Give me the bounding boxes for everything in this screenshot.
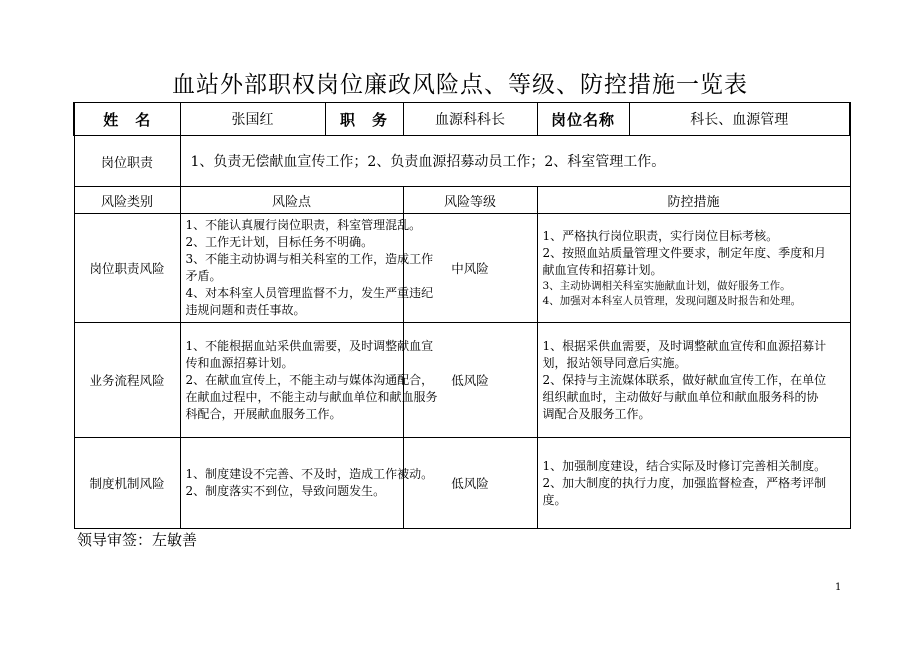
measure-line: 划，报站领导同意后实施。 xyxy=(542,355,687,370)
col-category: 风险类别 xyxy=(74,187,180,214)
risk-measures xyxy=(537,214,850,323)
risk-points xyxy=(180,438,434,529)
measure-line: 组织献血时，主动做好与献血单位和献血服务科的协 xyxy=(542,389,819,404)
risk-point-line: 传和血源招募计划。 xyxy=(185,355,294,370)
risk-measures xyxy=(537,438,850,529)
col-measures: 防控措施 xyxy=(537,187,850,214)
risk-category: 岗位职责风险 xyxy=(74,214,180,323)
table-row xyxy=(74,438,850,529)
measure-line: 2、按照血站质量管理文件要求，制定年度、季度和月 xyxy=(542,245,827,260)
measure-line: 2、保持与主流媒体联系，做好献血宣传工作，在单位 xyxy=(542,372,827,387)
table-row xyxy=(74,214,850,323)
risk-measures xyxy=(537,323,850,438)
page-title: 血站外部职权岗位廉政风险点、等级、防控措施一览表 xyxy=(172,72,748,98)
measure-line: 1、严格执行岗位职责，实行岗位目标考核。 xyxy=(542,228,779,243)
duties-text: 1、负责无偿献血宣传工作；2、负责血源招募动员工作；2、科室管理工作。 xyxy=(180,136,850,187)
measure-line: 4、加强对本科室人员管理，发现问题及时报告和处理。 xyxy=(542,294,802,307)
col-points: 风险点 xyxy=(180,187,403,214)
risk-category: 制度机制风险 xyxy=(74,438,180,529)
measure-line: 3、主动协调相关科室实施献血计划，做好服务工作。 xyxy=(542,279,791,292)
risk-point-line: 2、制度落实不到位，导致问题发生。 xyxy=(185,484,386,498)
table-row xyxy=(74,323,850,438)
risk-level: 低风险 xyxy=(403,438,537,529)
risk-points xyxy=(180,323,438,438)
risk-point-line: 在献血过程中，不能主动与献血单位和献血服务 xyxy=(185,389,438,404)
header-row xyxy=(74,103,850,136)
risk-points xyxy=(180,214,434,323)
col-level: 风险等级 xyxy=(403,187,537,214)
post-value: 科长、血源管理 xyxy=(629,103,850,136)
risk-level: 低风险 xyxy=(403,323,537,438)
risk-point-line: 矛盾。 xyxy=(185,269,222,283)
name-label: 姓 名 xyxy=(74,103,180,136)
measure-line: 1、根据采供血需要，及时调整献血宣传和血源招募计 xyxy=(542,338,827,353)
leader-signoff: 领导审签：左敏善 xyxy=(77,531,198,549)
measure-line: 调配合及服务工作。 xyxy=(542,406,651,421)
measure-line: 1、加强制度建设，结合实际及时修订完善相关制度。 xyxy=(542,458,827,473)
measure-line: 献血宣传和招募计划。 xyxy=(542,262,663,277)
risk-point-line: 1、不能认真履行岗位职责，科室管理混乱。 xyxy=(185,218,422,232)
risk-point-line: 1、制度建设不完善、不及时，造成工作被动。 xyxy=(185,467,434,481)
duties-label: 岗位职责 xyxy=(74,136,180,187)
page-number: 1 xyxy=(835,582,842,593)
risk-point-line: 3、不能主动协调与相关科室的工作，造成工作 xyxy=(185,252,434,266)
risk-point-line: 2、工作无计划，目标任务不明确。 xyxy=(185,235,374,249)
position-label: 职 务 xyxy=(325,103,403,136)
risk-level: 中风险 xyxy=(403,214,537,323)
risk-point-line: 1、不能根据血站采供血需要，及时调整献血宣 xyxy=(185,338,434,353)
measure-line: 2、加大制度的执行力度，加强监督检查，严格考评制 xyxy=(542,475,827,490)
position-value: 血源科科长 xyxy=(403,103,537,136)
risk-point-line: 4、对本科室人员管理监督不力，发生严重违纪 xyxy=(185,286,434,300)
post-label: 岗位名称 xyxy=(537,103,629,136)
risk-point-line: 2、在献血宣传上，不能主动与媒体沟通配合， xyxy=(185,372,434,387)
risk-table xyxy=(73,102,851,529)
risk-point-line: 违规问题和责任事故。 xyxy=(185,303,306,317)
name-value: 张国红 xyxy=(180,103,325,136)
risk-point-line: 科配合，开展献血服务工作。 xyxy=(185,406,342,421)
risk-category: 业务流程风险 xyxy=(74,323,180,438)
measure-line: 度。 xyxy=(542,492,567,507)
duties-row xyxy=(74,136,850,187)
column-header-row xyxy=(74,187,850,214)
